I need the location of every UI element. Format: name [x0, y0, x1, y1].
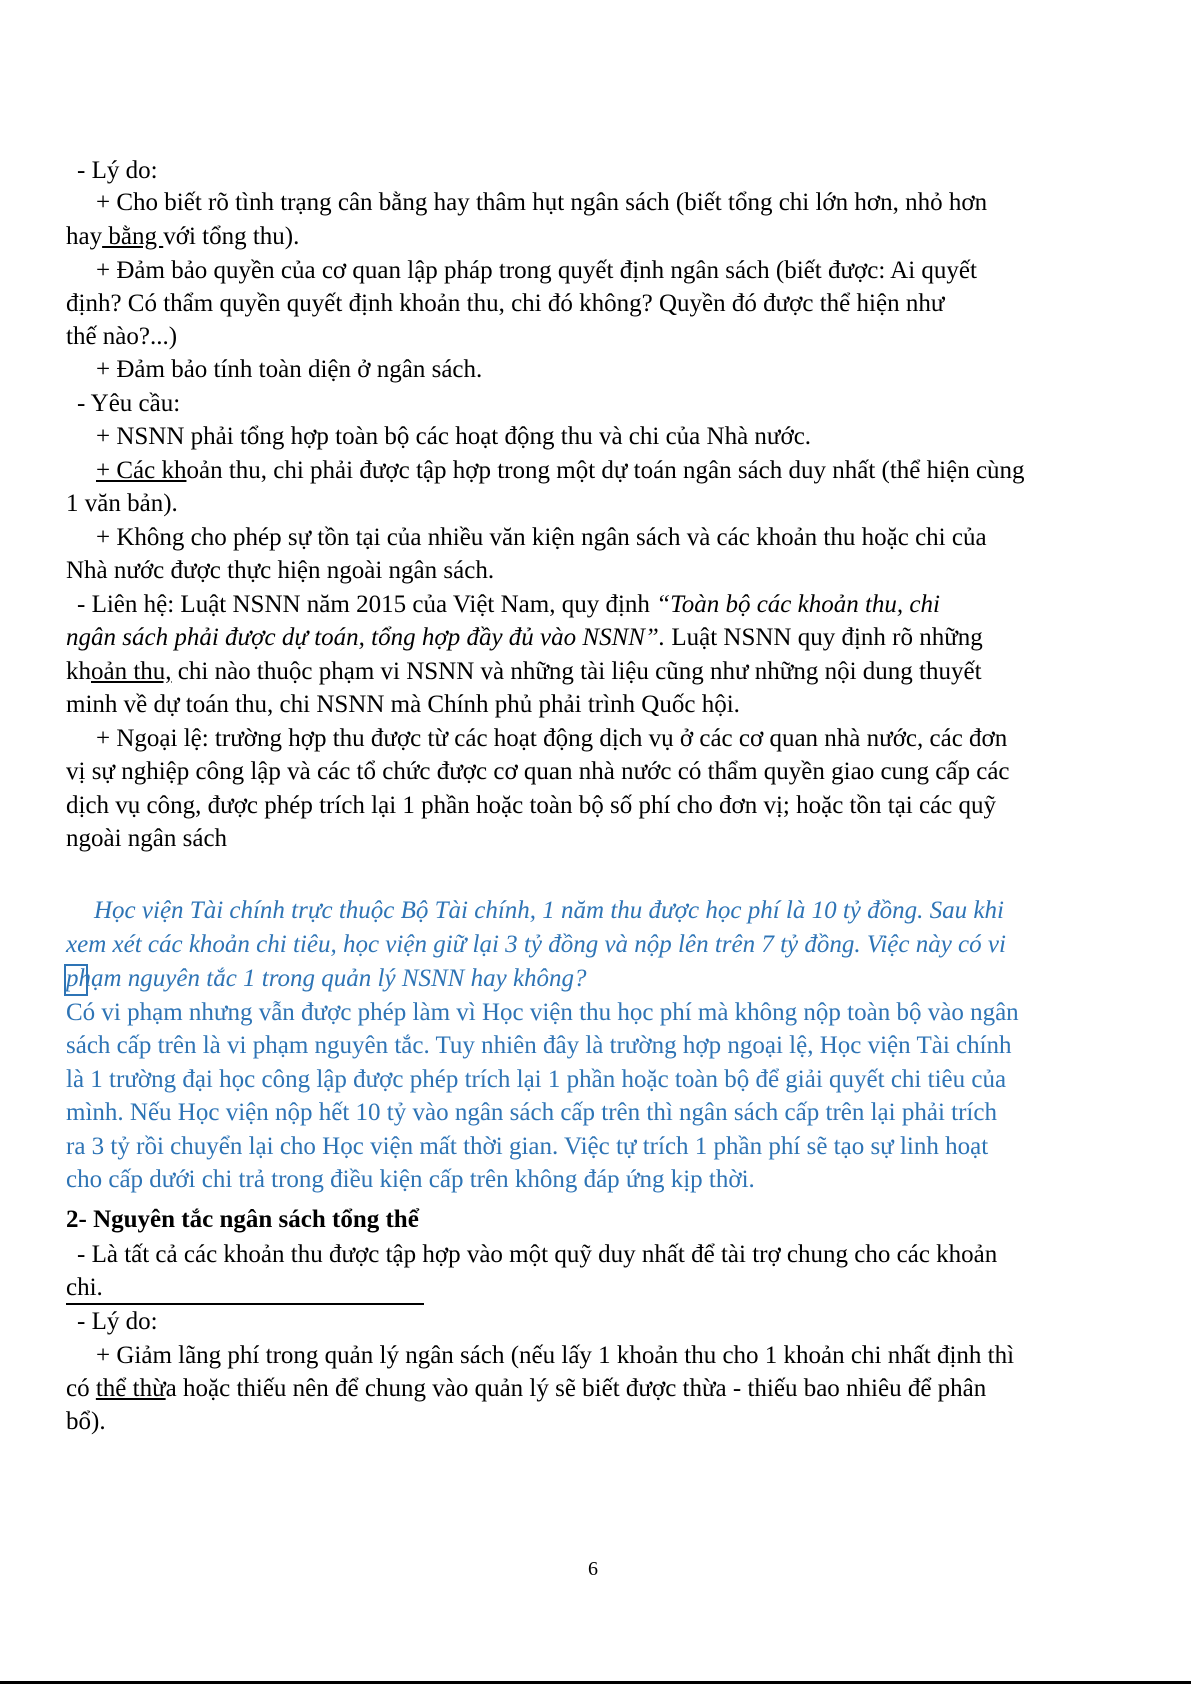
underlined-span: oản thu,	[91, 658, 172, 685]
question-line-2: xem xét các khoản chi tiêu, học viện giữ lại 3 tỷ đồng và nộp lên trên 7 tỷ đồng. Việc này có vi	[66, 931, 1006, 958]
quote-span: “Toàn bộ các khoản thu, chi	[656, 591, 940, 618]
ly-do-heading: - Lý do:	[77, 157, 158, 184]
lien-he-line-2	[66, 623, 983, 653]
yeu-cau-bullet-3-line-2: Nhà nước được thực hiện ngoài ngân sách.	[66, 557, 495, 584]
answer-line-1: Có vi phạm nhưng vẫn được phép làm vì Học viện thu học phí mà không nộp toàn bộ vào ngân	[66, 999, 1019, 1026]
yeu-cau-bullet-1: + NSNN phải tổng hợp toàn bộ các hoạt động thu và chi của Nhà nước.	[96, 423, 812, 450]
lien-he-line-1	[77, 590, 940, 620]
text-span: - Liên hệ: Luật NSNN năm 2015 của Việt Nam, quy định	[77, 591, 657, 618]
text-span: với tổng thu).	[163, 223, 300, 250]
yeu-cau-heading: - Yêu cầu:	[77, 390, 181, 417]
section-2-ly-do-heading: - Lý do:	[77, 1308, 158, 1335]
ngoai-le-line-3: dịch vụ công, được phép trích lại 1 phần hoặc toàn bộ số phí cho đơn vị; hoặc tồn tại các quỹ	[66, 792, 997, 819]
section-2-title: 2- Nguyên tắc ngân sách tổng thể	[66, 1206, 419, 1233]
ly-do-bullet-1-line-1: + Cho biết rõ tình trạng cân bằng hay thâm hụt ngân sách (biết tổng chi lớn hơn, nhỏ hơn	[96, 189, 988, 216]
text-span: oản thu, chi phải được tập hợp trong một dự toán ngân sách duy nhất (thể hiện cùng	[186, 457, 1025, 484]
text-span: hay	[66, 223, 103, 250]
ly-do-bullet-3: + Đảm bảo tính toàn diện ở ngân sách.	[96, 356, 483, 383]
text-span: Luật NSNN quy định rõ những	[665, 624, 983, 651]
answer-line-2: sách cấp trên là vi phạm nguyên tắc. Tuy nhiên đây là trường hợp ngoại lệ, Học viện Tài chính	[66, 1032, 1012, 1059]
underlined-span: + Các kh	[96, 457, 187, 484]
quote-span: ngân sách phải được dự toán, tổng hợp đầy đủ vào NSNN”.	[66, 624, 666, 651]
text-span: có	[66, 1375, 96, 1402]
ngoai-le-line-1: + Ngoại lệ: trường hợp thu được từ các hoạt động dịch vụ ở các cơ quan nhà nước, các đơn	[96, 725, 1008, 752]
ngoai-le-line-2: vị sự nghiệp công lập và các tổ chức được cơ quan nhà nước có thẩm quyền giao cung cấp các	[66, 758, 1010, 785]
answer-line-5: ra 3 tỷ rồi chuyển lại cho Học viện mất thời gian. Việc tự trích 1 phần phí sẽ tạo sự linh hoạt	[66, 1133, 989, 1160]
section-2-definition-line-1: - Là tất cả các khoản thu được tập hợp vào một quỹ duy nhất để tài trợ chung cho các khoản	[77, 1241, 998, 1268]
ly-do-bullet-1-line-2	[66, 222, 299, 252]
question-line-1: Học viện Tài chính trực thuộc Bộ Tài chính, 1 năm thu được học phí là 10 tỷ đồng. Sau khi	[94, 897, 1004, 924]
section-2-reason-line-1: + Giảm lãng phí trong quản lý ngân sách (nếu lấy 1 khoản thu cho 1 khoản chi nhất định thì	[96, 1342, 1015, 1369]
text-span: chi nào thuộc phạm vi NSNN và những tài liệu cũng như những nội dung thuyết	[171, 658, 982, 685]
section-2-reason-line-3: bổ).	[66, 1408, 106, 1435]
horizontal-rule	[66, 1303, 424, 1305]
ngoai-le-line-4: ngoài ngân sách	[66, 825, 228, 852]
ly-do-bullet-2-line-1: + Đảm bảo quyền của cơ quan lập pháp trong quyết định ngân sách (biết được: Ai quyết	[96, 257, 977, 284]
yeu-cau-bullet-3-line-1: + Không cho phép sự tồn tại của nhiều văn kiện ngân sách và các khoản thu hoặc chi của	[96, 524, 987, 551]
yeu-cau-bullet-2-line-1	[96, 456, 1025, 486]
answer-line-3: là 1 trường đại học công lập được phép trích lại 1 phần hoặc toàn bộ để giải quyết chi tiêu của	[66, 1066, 1007, 1093]
lien-he-line-4: minh về dự toán thu, chi NSNN mà Chính phủ phải trình Quốc hội.	[66, 691, 740, 718]
ly-do-bullet-2-line-2: định? Có thẩm quyền quyết định khoản thu, chi đó không? Quyền đó được thể hiện như	[66, 290, 945, 317]
page-number: 6	[588, 1558, 598, 1580]
page-bottom-edge	[0, 1681, 1191, 1684]
answer-line-6: cho cấp dưới chi trả trong điều kiện cấp trên không đáp ứng kịp thời.	[66, 1166, 755, 1193]
text-span: a hoặc thiếu nên để chung vào quản lý sẽ biết được thừa - thiếu bao nhiêu để phân	[165, 1375, 987, 1402]
ly-do-bullet-2-line-3: thế nào?...)	[66, 323, 178, 350]
question-line-3: phạm nguyên tắc 1 trong quản lý NSNN hay không?	[66, 965, 587, 992]
section-2-reason-line-2	[66, 1374, 986, 1404]
underlined-span: thể thừ	[95, 1375, 166, 1402]
underlined-span: bằng	[102, 223, 164, 250]
answer-line-4: mình. Nếu Học viện nộp hết 10 tỷ vào ngân sách cấp trên thì ngân sách cấp trên lại phải trích	[66, 1099, 997, 1126]
text-span: kh	[66, 658, 91, 685]
cursor-box	[64, 964, 88, 996]
yeu-cau-bullet-2-line-2: 1 văn bản).	[66, 490, 178, 517]
lien-he-line-3	[66, 657, 982, 687]
section-2-definition-line-2: chi.	[66, 1274, 103, 1301]
